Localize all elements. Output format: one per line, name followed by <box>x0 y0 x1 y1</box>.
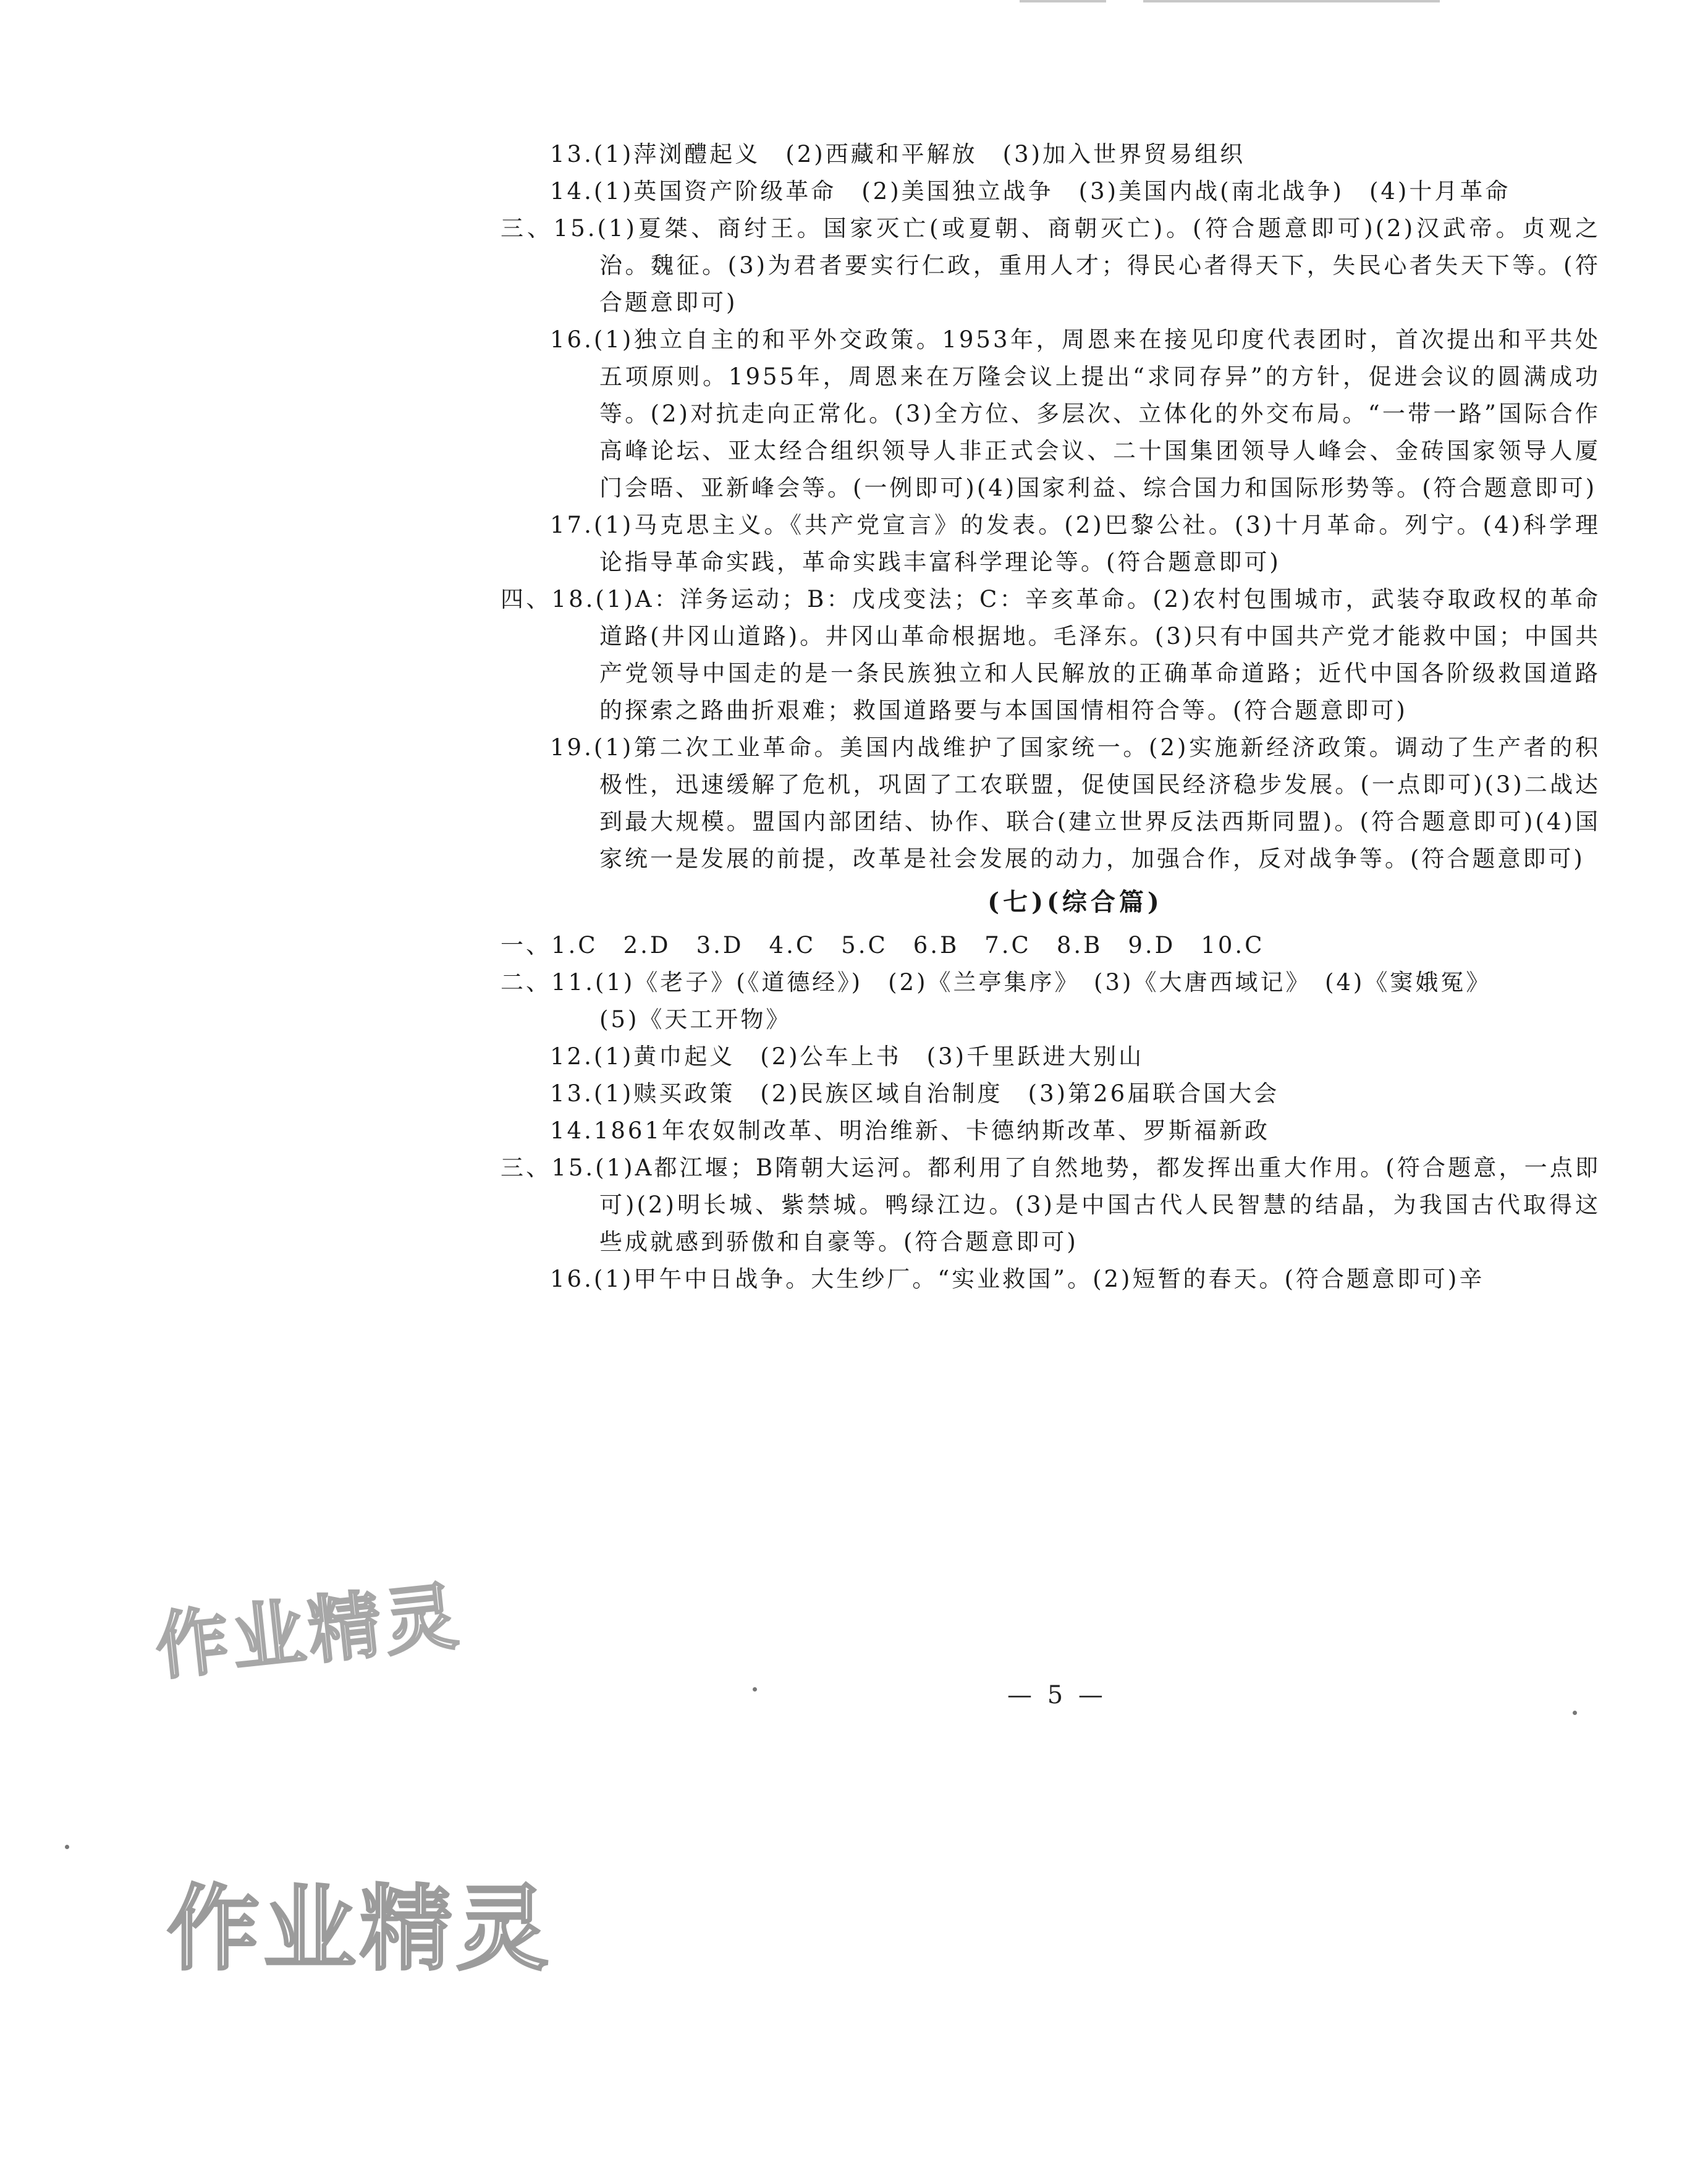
answer-q12: 12.(1)黄巾起义 (2)公车上书 (3)千里跃进大别山 <box>550 1043 1144 1070</box>
scan-speck <box>753 1687 757 1692</box>
answer-q13: 13.(1)萍浏醴起义 (2)西藏和平解放 (3)加入世界贸易组织 <box>550 141 1246 167</box>
watermark-logo: 作业精灵 <box>151 1573 465 1690</box>
top-edge-rule <box>1020 0 1106 2</box>
answer-q13-b: 13.(1)赎买政策 (2)民族区域自治制度 (3)第26届联合国大会 <box>550 1080 1280 1107</box>
answer-q17: 17.(1)马克思主义。《共产党宣言》的发表。(2)巴黎公社。(3)十月革命。列宁。(4)科学理论指导革命实践，革命实践丰富科学理论等。(符合题意即可) <box>550 512 1600 575</box>
answer-q19: 19.(1)第二次工业革命。美国内战维护了国家统一。(2)实施新经济政策。调动了生产者的积极性，迅速缓解了危机，巩固了工农联盟，促使国民经济稳步发展。(一点即可)(3)二战达到最大规模。盟国内部团结、协作、联合(建立世界反法西斯同盟)。(符合题意即可)(4)国家统一是发展的前提，改革是社会发展的动力，加强合作，反对战争等。(符合题意即可) <box>550 734 1600 872</box>
multiple-choice-answers: 一、1.C 2.D 3.D 4.C 5.C 6.B 7.C 8.B 9.D 10.C <box>501 932 1265 959</box>
watermark-logo: 作业精灵 <box>167 1876 553 1983</box>
answer-key-body <box>501 136 1600 1298</box>
answer-q11: 二、11.(1)《老子》(《道德经》) (2)《兰亭集序》 (3)《大唐西域记》 (4)《窦娥冤》 <box>501 969 1492 996</box>
answer-q18: 四、18.(1)A：洋务运动；B：戊戌变法；C：辛亥革命。(2)农村包围城市，武装夺取政权的革命道路(井冈山道路)。井冈山革命根据地。毛泽东。(3)只有中国共产党才能救中国；中国共产党领导中国走的是一条民族独立和人民解放的正确革命道路；近代中国各阶级救国道路的探索之路曲折艰难；救国道路要与本国国情相符合等。(符合题意即可) <box>501 586 1600 724</box>
answer-q11-continued: (5)《天工开物》 <box>599 1006 792 1033</box>
scan-speck <box>65 1845 69 1849</box>
answer-q16: 16.(1)独立自主的和平外交政策。1953年，周恩来在接见印度代表团时，首次提出和平共处五项原则。1955年，周恩来在万隆会议上提出“求同存异”的方针，促进会议的圆满成功等。(2)对抗走向正常化。(3)全方位、多层次、立体化的外交布局。“一带一路”国际合作高峰论坛、亚太经合组织领导人非正式会议、二十国集团领导人峰会、金砖国家领导人厦门会晤、亚新峰会等。(一例即可)(4)国家利益、综合国力和国际形势等。(符合题意即可) <box>550 326 1600 501</box>
answer-q14-b: 14.1861年农奴制改革、明治维新、卡德纳斯改革、罗斯福新政 <box>550 1117 1270 1144</box>
top-edge-rule <box>1143 0 1440 2</box>
section-heading: (七)(综合篇) <box>987 887 1163 917</box>
answer-q16-b: 16.(1)甲午中日战争。大生纱厂。“实业救国”。(2)短暂的春天。(符合题意即可)辛 <box>550 1266 1485 1292</box>
scan-speck <box>1573 1711 1577 1715</box>
answer-q15: 三、15.(1)夏桀、商纣王。国家灭亡(或夏朝、商朝灭亡)。(符合题意即可)(2)汉武帝。贞观之治。魏征。(3)为君者要实行仁政，重用人才；得民心者得天下，失民心者失天下等。(符合题意即可) <box>501 215 1600 316</box>
answer-q14: 14.(1)英国资产阶级革命 (2)美国独立战争 (3)美国内战(南北战争) (4)十月革命 <box>550 178 1511 205</box>
answer-q15-b: 三、15.(1)A都江堰；B隋朝大运河。都利用了自然地势，都发挥出重大作用。(符合题意，一点即可)(2)明长城、紫禁城。鸭绿江边。(3)是中国古代人民智慧的结晶，为我国古代取得这些成就感到骄傲和自豪等。(符合题意即可) <box>501 1154 1600 1255</box>
page-number: — 5 — <box>1007 1681 1107 1709</box>
